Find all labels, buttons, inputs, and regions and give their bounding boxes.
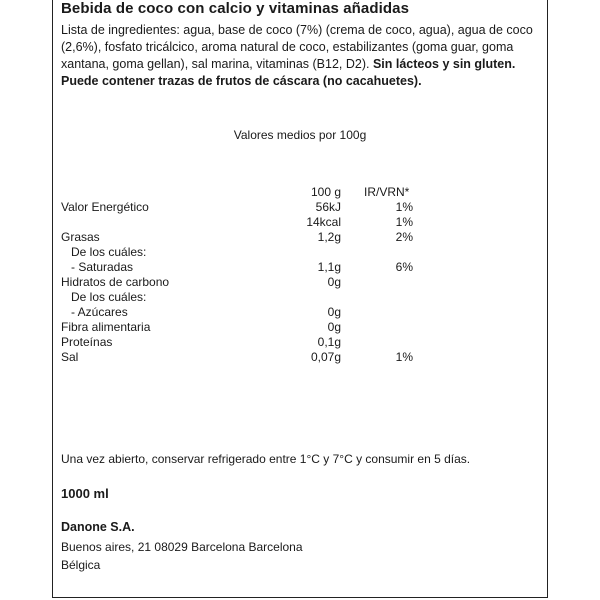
nutrient-value: 56kJ — [315, 200, 341, 214]
nutrition-row — [61, 305, 481, 320]
ingredients-text — [61, 22, 543, 90]
company-address — [61, 538, 303, 574]
volume: 1000 ml — [61, 486, 109, 501]
nutrient-value: 1,2g — [317, 230, 341, 244]
nutrient-value: 0g — [327, 275, 341, 289]
address-line-1: Buenos aires, 21 08029 Barcelona Barcelona — [61, 540, 303, 554]
nutrition-heading: Valores medios por 100g — [233, 128, 367, 142]
product-label — [52, 0, 548, 598]
nutrient-value: 0g — [327, 320, 341, 334]
address-line-2: Bélgica — [61, 558, 101, 572]
nutrient-name: - Azúcares — [71, 305, 128, 319]
nutrition-header-row — [61, 185, 481, 200]
nutrient-ir: 6% — [395, 260, 413, 274]
company-name: Danone S.A. — [61, 520, 135, 534]
storage-instructions: Una vez abierto, conservar refrigerado entre 1°C y 7°C y consumir en 5 días. — [61, 452, 471, 466]
nutrition-ir-header: IR/VRN* — [364, 185, 410, 199]
nutrient-ir: 2% — [395, 230, 413, 244]
nutrient-name: Valor Energético — [61, 200, 149, 214]
allergen-statement: Sin lácteos y sin gluten. Puede contener trazas de frutos de cáscara (no cacahuetes). — [61, 57, 516, 88]
nutrition-row — [61, 350, 481, 365]
nutrient-value: 1,1g — [317, 260, 341, 274]
nutrient-name: Hidratos de carbono — [61, 275, 170, 289]
nutrition-row — [61, 200, 481, 215]
nutrient-ir: 1% — [395, 350, 413, 364]
nutrient-name: Sal — [61, 350, 79, 364]
nutrient-ir: 1% — [395, 200, 413, 214]
nutrient-name: Grasas — [61, 230, 100, 244]
nutrient-name: Proteínas — [61, 335, 113, 349]
nutrition-row — [61, 335, 481, 350]
product-title: Bebida de coco con calcio y vitaminas añadidas — [61, 0, 410, 17]
nutrient-name: Fibra alimentaria — [61, 320, 151, 334]
nutrition-row — [61, 320, 481, 335]
nutrient-name: De los cuáles: — [71, 290, 147, 304]
nutrition-row — [61, 230, 481, 245]
nutrient-value: 0,07g — [310, 350, 341, 364]
nutrition-row — [61, 215, 481, 230]
nutrient-value: 14kcal — [306, 215, 341, 229]
nutrient-value: 0g — [327, 305, 341, 319]
nutrition-row — [61, 245, 481, 260]
nutrient-name: - Saturadas — [71, 260, 134, 274]
nutrition-row — [61, 290, 481, 305]
ingredients-list: Lista de ingredientes: agua, base de coco (7%) (crema de coco, agua), agua de coco (2,6%), fosfato tricálcico, aroma natural de coco, estabilizantes (goma guar, goma xantana, goma gellan), sal marina, vitaminas (B12, D2). — [61, 23, 533, 71]
nutrient-ir: 1% — [395, 215, 413, 229]
nutrition-per-header: 100 g — [310, 185, 341, 199]
nutrition-table — [61, 185, 481, 365]
nutrient-value: 0,1g — [317, 335, 341, 349]
nutrition-row — [61, 275, 481, 290]
nutrition-row — [61, 260, 481, 275]
nutrition-rows — [61, 200, 481, 365]
nutrient-name: De los cuáles: — [71, 245, 147, 259]
